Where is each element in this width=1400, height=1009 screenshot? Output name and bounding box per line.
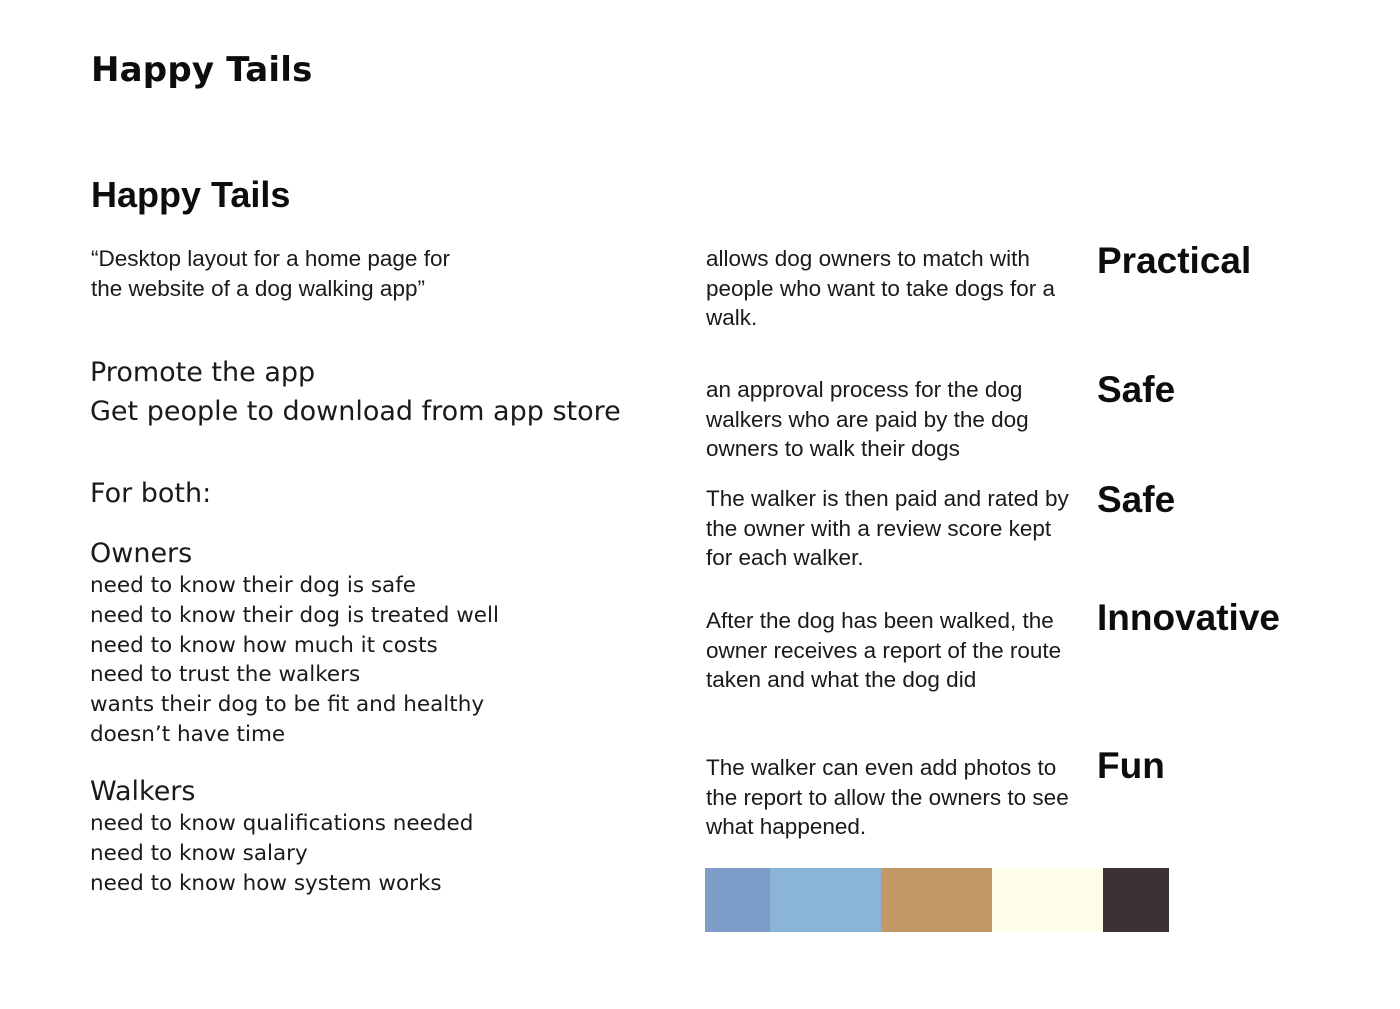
owners-needs-list	[90, 571, 499, 750]
feature-description: an approval process for the dog walkers who are paid by the dog owners to walk their dogs	[706, 377, 1029, 461]
color-swatch	[770, 868, 881, 932]
color-swatch	[1103, 868, 1169, 932]
color-swatch	[881, 868, 992, 932]
feature-tag: Safe	[1097, 369, 1176, 410]
owners-group	[90, 537, 499, 750]
feature-tag: Fun	[1097, 745, 1165, 786]
list-item: wants their dog to be fit and healthy	[90, 692, 485, 718]
project-brief: “Desktop layout for a home page for the website of a dog walking app”	[91, 246, 450, 301]
audience-heading: For both:	[90, 478, 212, 509]
feature-description: After the dog has been walked, the owner receives a report of the route taken and what the dog did	[706, 608, 1062, 692]
owners-title: Owners	[90, 538, 193, 569]
walkers-group	[90, 775, 473, 898]
goals-block	[90, 353, 621, 431]
list-item: doesn’t have time	[90, 721, 286, 747]
color-swatch	[992, 868, 1103, 932]
feature-description: The walker can even add photos to the report to allow the owners to see what happened.	[706, 755, 1069, 839]
feature-tag: Safe	[1097, 479, 1176, 520]
logo-wordmark: Happy Tails	[91, 50, 313, 90]
color-swatch	[705, 868, 770, 932]
list-item: need to know qualifications needed	[90, 811, 474, 836]
feature-description: The walker is then paid and rated by the owner with a review score kept for each walker.	[706, 486, 1069, 570]
list-item: need to know their dog is treated well	[90, 602, 499, 628]
goal-promote: Promote the app	[90, 357, 316, 388]
list-item: need to know their dog is safe	[90, 573, 417, 598]
page-title: Happy Tails	[91, 174, 291, 215]
list-item: need to know salary	[90, 840, 308, 866]
goal-download: Get people to download from app store	[90, 396, 621, 427]
walkers-title: Walkers	[90, 776, 196, 807]
color-palette	[705, 868, 1169, 932]
feature-description: allows dog owners to match with people who want to take dogs for a walk.	[706, 246, 1055, 330]
list-item: need to trust the walkers	[90, 662, 361, 688]
feature-tag: Innovative	[1097, 597, 1280, 638]
feature-tag: Practical	[1097, 240, 1252, 281]
list-item: need to know how much it costs	[90, 632, 438, 658]
walkers-needs-list	[90, 809, 473, 898]
list-item: need to know how system works	[90, 870, 442, 896]
